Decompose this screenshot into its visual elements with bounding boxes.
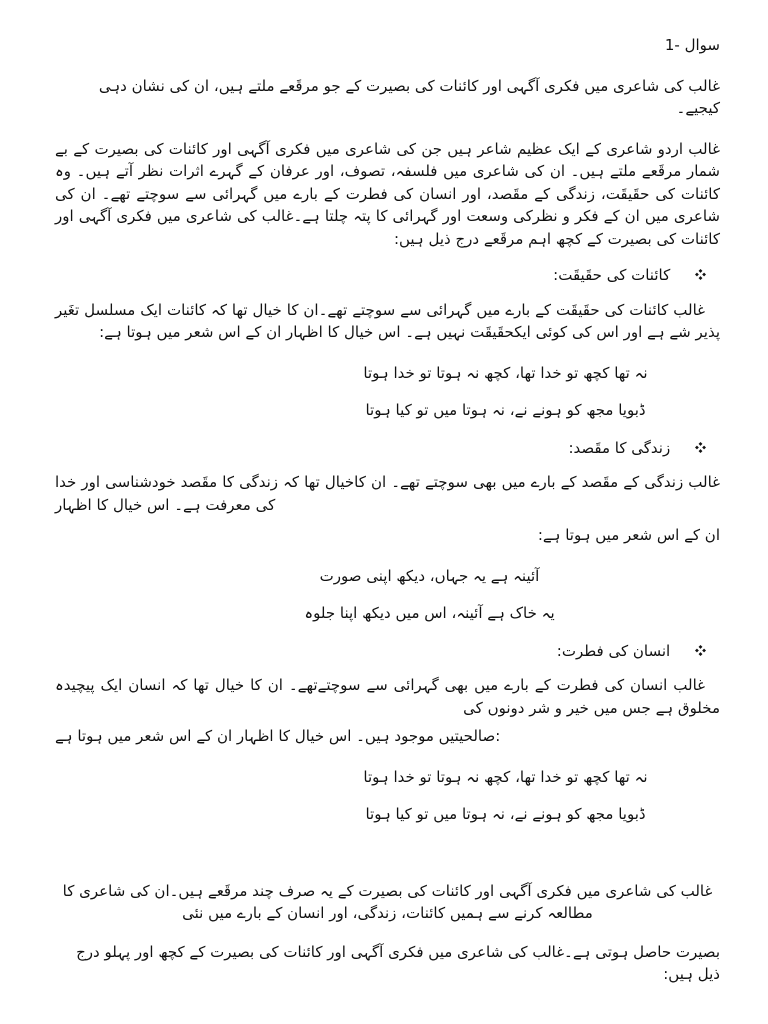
overview-paragraph: غالب اردو شاعری کے ایک عظیم شاعر ہیں جن کی شاعری میں فکری آگہی اور کائنات کی بصیرت کے بے شمار مرقَعے ملتے ہیں۔ ان کی شاعری میں فلسفہ، تصوف، اور عرفان کے گہرے اثرات نظر آتے ہیں۔ وہ کائنات کی حقَیقَت، زندگی کے مقَصد، اور انسان کی فطرت کے بارے میں گہرائی سے سوچتے تھے۔ ان کی شاعری میں ان کے فکر و نظرکی وسعت اور گہرائی کا پتہ چلتا ہے۔غالب کی شاعری میں فکری آگہی اور کائنات کی بصیرت کے کچھ اہم مرقَعے درج ذیل ہیں: (55, 139, 720, 248)
closing-paragraph-2: بصیرت حاصل ہوتی ہے۔غالب کی شاعری میں فکری آگہی اور کائنات کی بصیرت کے کچھ اور پہلو درج ذیل ہیں: (76, 942, 720, 983)
section-purpose-of-life-heading (55, 437, 706, 460)
couplet-line: ڈبویا مجھ کو ہونے نے، نہ ہوتا میں تو کیا ہوتا (365, 401, 646, 419)
couplet (97, 565, 762, 625)
couplet (173, 766, 768, 826)
intro-paragraph: غالب کی شاعری میں فکری آگہی اور کائنات کی بصیرت کے جو مرقَعے ملتے ہیں، ان کی نشان دہی کیجیے۔ (98, 76, 720, 117)
question-heading: سوال -1 (664, 36, 720, 54)
section-universe-reality-body: غالب کائنات کی حقَیقَت کے بارے میں گہرائی سے سوچتے تھے۔ان کا خیال تھا کہ کائنات ایک مسلسل تغَیر پذیر شے ہے اور اس کی کوئی ایکحقَیقَت نہیں ہے۔ اس خیال کا اظہار ان کے اس شعر میں ہوتا ہے: (55, 300, 720, 341)
couplet-lead-line: ان کے اس شعر میں ہوتا ہے: (537, 526, 720, 544)
couplet-line: یہ خاک ہے آئینہ، اس میں دیکھ اپنا جلوہ (304, 604, 555, 622)
section-purpose-of-life-body: غالب زندگی کے مقَصد کے بارے میں بھی سوچتے تھے۔ ان کاخیال تھا کہ زندگی کا مقَصد خودشناسی اور خدا کی معرفت ہے۔ اس خیال کا اظہار (55, 473, 720, 514)
couplet-line: آئینہ ہے یہ جہاں، دیکھ اپنی صورت (319, 566, 540, 585)
couplet (173, 362, 768, 422)
couplet-line: نہ تھا کچھ تو خدا تھا، کچھ نہ ہوتا تو خدا ہوتا (363, 363, 648, 382)
diamond-bullet-icon (695, 640, 706, 663)
section-human-nature-heading (55, 640, 706, 663)
section-universe-reality-heading (55, 264, 706, 287)
diamond-bullet-icon (695, 437, 706, 460)
diamond-bullet-icon (695, 264, 706, 287)
section-title: کائنات کی حقَیقَت: (553, 266, 671, 284)
couplet-line: ڈبویا مجھ کو ہونے نے، نہ ہوتا میں تو کیا ہوتا (365, 805, 646, 823)
section-title: زندگی کا مقَصد: (568, 438, 671, 457)
closing-paragraph-1: غالب کی شاعری میں فکری آگہی اور کائنات کی بصیرت کے یہ صرف چند مرقَعے ہیں۔ان کی شاعری کا مطالعہ کرنے سے ہمیں کائنات، زندگی، اور انسان کے بارے میں نئی (62, 881, 713, 922)
section-title: انسان کی فطرت: (556, 641, 671, 660)
section-human-nature-continuation: صالحیتیں موجود ہیں۔ اس خیال کا اظہار ان کے اس شعر میں ہوتا ہے: (55, 727, 501, 745)
couplet-line: نہ تھا کچھ تو خدا تھا، کچھ نہ ہوتا تو خدا ہوتا (363, 767, 648, 786)
section-human-nature-body: غالب انسان کی فطرت کے بارے میں بھی گہرائی سے سوچتےتھے۔ ان کا خیال تھا کہ انسان ایک پیچیدہ مخلوق ہے جس میں خیر و شر دونوں کی (55, 676, 720, 717)
